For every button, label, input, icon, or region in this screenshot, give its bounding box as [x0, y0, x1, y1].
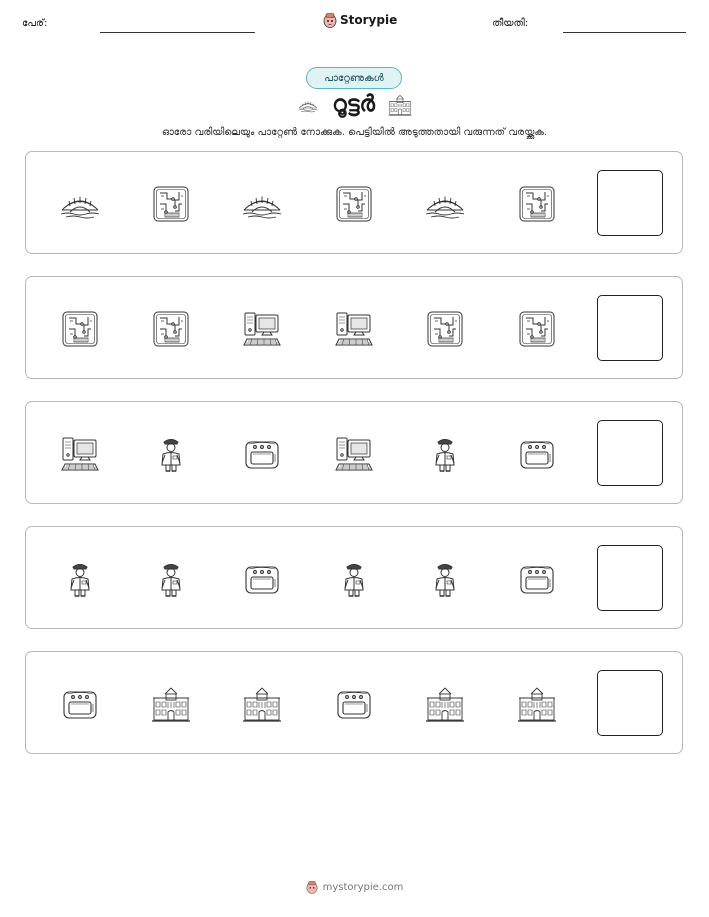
answer-box[interactable] — [597, 420, 663, 486]
computer-icon — [334, 309, 374, 349]
oven-icon — [60, 684, 100, 724]
officer-icon — [425, 559, 465, 599]
title-row — [0, 92, 709, 117]
pattern-row — [25, 526, 683, 629]
pattern-row — [25, 151, 683, 254]
answer-box[interactable] — [597, 170, 663, 236]
brand-logo — [323, 12, 397, 28]
name-label: പേര്: — [22, 18, 48, 29]
officer-icon — [60, 559, 100, 599]
footer — [0, 880, 709, 894]
answer-box[interactable] — [597, 670, 663, 736]
circuit-icon — [334, 184, 374, 224]
building-icon — [425, 684, 465, 724]
circuit-icon — [151, 184, 191, 224]
instructions: ഓരോ വരിയിലെയും പാറ്റേൺ നോക്കുക. പെട്ടിയിൽ അടുത്തതായി വരുന്നത് വരയ്ക്കുക. — [161, 127, 548, 138]
officer-icon — [151, 434, 191, 474]
officer-icon — [151, 559, 191, 599]
brand-name: Storypie — [340, 13, 398, 27]
footer-url[interactable]: mystorypie.com — [322, 881, 404, 893]
bridge-icon — [242, 184, 282, 224]
page-title: റൂട്ടർ — [332, 92, 375, 117]
answer-box[interactable] — [597, 545, 663, 611]
oven-icon — [517, 434, 557, 474]
pattern-row — [25, 401, 683, 504]
building-icon — [151, 684, 191, 724]
computer-icon — [334, 434, 374, 474]
circuit-icon — [517, 309, 557, 349]
bridge-icon — [294, 95, 322, 115]
computer-icon — [60, 434, 100, 474]
building-icon — [517, 684, 557, 724]
computer-icon — [242, 309, 282, 349]
pattern-row — [25, 276, 683, 379]
officer-icon — [425, 434, 465, 474]
circuit-icon — [151, 309, 191, 349]
name-line[interactable] — [100, 32, 255, 33]
oven-icon — [334, 684, 374, 724]
oven-icon — [242, 434, 282, 474]
bridge-icon — [60, 184, 100, 224]
oven-icon — [517, 559, 557, 599]
circuit-icon — [60, 309, 100, 349]
storypie-mascot-icon — [306, 880, 318, 894]
bridge-icon — [425, 184, 465, 224]
date-line[interactable] — [563, 32, 686, 33]
building-icon — [385, 93, 415, 117]
date-label: തീയതി: — [492, 18, 529, 29]
officer-icon — [334, 559, 374, 599]
oven-icon — [242, 559, 282, 599]
building-icon — [242, 684, 282, 724]
storypie-mascot-icon — [323, 12, 337, 28]
pattern-row — [25, 651, 683, 754]
circuit-icon — [425, 309, 465, 349]
answer-box[interactable] — [597, 295, 663, 361]
circuit-icon — [517, 184, 557, 224]
category-badge: പാറ്റേണുകൾ — [306, 67, 402, 89]
